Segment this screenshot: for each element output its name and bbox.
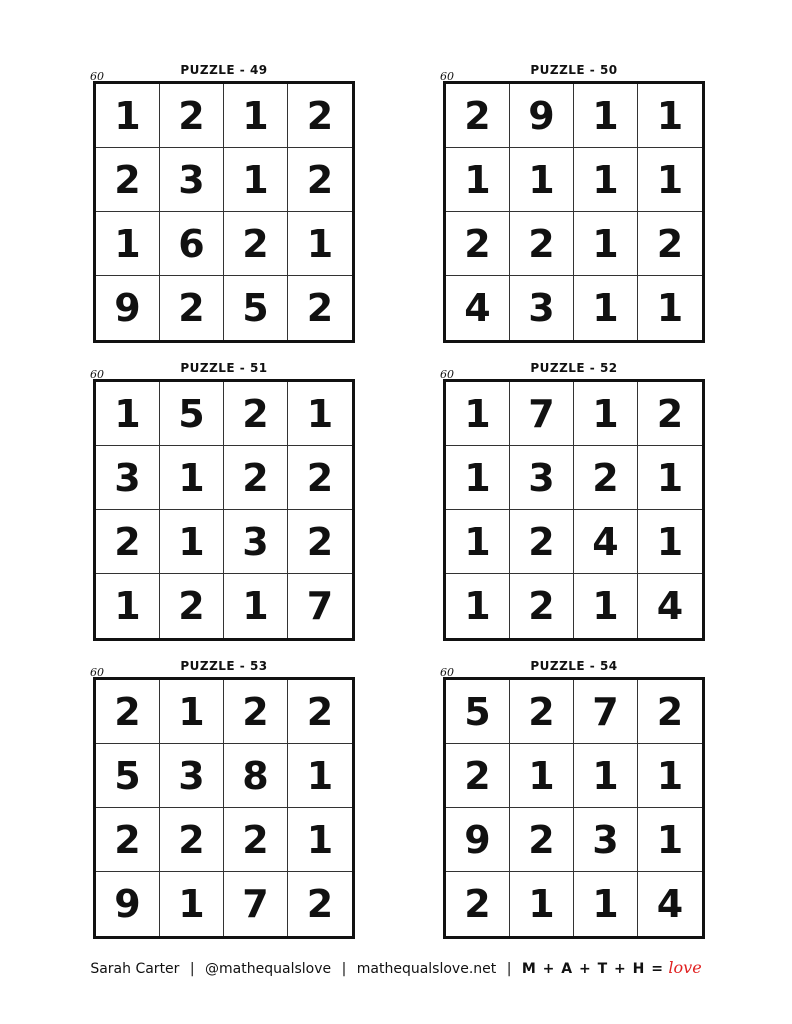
grid-cell: 1 xyxy=(510,744,574,808)
puzzle-grid xyxy=(443,81,705,343)
puzzle-grid xyxy=(93,81,355,343)
grid-cell: 2 xyxy=(96,148,160,212)
puzzle-target-number: 60 xyxy=(440,70,454,83)
footer-separator: | xyxy=(341,961,347,977)
grid-cell: 4 xyxy=(656,882,684,926)
grid-cell: 2 xyxy=(306,286,334,330)
grid-cell: 2 xyxy=(510,510,574,574)
grid-cell: 4 xyxy=(446,276,510,340)
grid-cell: 2 xyxy=(306,882,334,926)
grid-cell: 1 xyxy=(510,872,574,936)
grid-cell: 1 xyxy=(446,510,510,574)
footer-separator: | xyxy=(506,961,512,977)
grid-cell: 1 xyxy=(574,744,638,808)
grid-cell: 9 xyxy=(96,276,160,340)
grid-cell: 3 xyxy=(510,276,574,340)
grid-cell: 5 xyxy=(160,382,224,446)
footer-brand-logo: M + A + T + H = xyxy=(521,961,664,977)
grid-cell: 1 xyxy=(160,872,224,936)
grid-cell: 1 xyxy=(638,510,702,574)
grid-cell: 3 xyxy=(224,510,288,574)
grid-cell: 2 xyxy=(96,808,160,872)
grid-cell: 2 xyxy=(510,680,574,744)
grid-cell: 5 xyxy=(224,276,288,340)
grid-cell: 3 xyxy=(160,148,224,212)
grid-cell: 1 xyxy=(96,212,160,276)
grid-cell: 1 xyxy=(96,574,160,638)
puzzle-target-number: 60 xyxy=(440,666,454,679)
grid-cell: 4 xyxy=(656,584,684,628)
puzzle-title: PUZZLE - 50 xyxy=(530,63,618,77)
grid-cell: 2 xyxy=(288,148,352,212)
grid-cell: 2 xyxy=(224,212,288,276)
puzzle-53 xyxy=(90,659,355,939)
grid-cell: 2 xyxy=(288,680,352,744)
puzzle-target-number: 60 xyxy=(90,368,104,381)
grid-cell: 1 xyxy=(96,84,160,148)
grid-cell: 1 xyxy=(638,84,702,148)
grid-cell: 1 xyxy=(446,446,510,510)
puzzle-target-number: 60 xyxy=(90,666,104,679)
footer-brand-love: love xyxy=(668,958,702,977)
grid-cell: 2 xyxy=(446,212,510,276)
grid-cell: 3 xyxy=(510,446,574,510)
grid-cell: 1 xyxy=(574,276,638,340)
grid-cell: 2 xyxy=(446,872,510,936)
puzzle-grid xyxy=(93,677,355,939)
footer xyxy=(0,958,792,977)
puzzle-51 xyxy=(90,361,355,641)
puzzle-52 xyxy=(440,361,705,641)
grid-cell: 5 xyxy=(96,744,160,808)
grid-cell: 2 xyxy=(510,212,574,276)
grid-cell: 7 xyxy=(510,382,574,446)
grid-cell: 2 xyxy=(288,446,352,510)
grid-cell: 9 xyxy=(446,808,510,872)
grid-cell: 3 xyxy=(160,744,224,808)
grid-cell: 1 xyxy=(96,382,160,446)
grid-cell: 2 xyxy=(160,574,224,638)
footer-author: Sarah Carter xyxy=(90,961,180,977)
grid-cell: 1 xyxy=(574,84,638,148)
grid-cell: 1 xyxy=(224,84,288,148)
grid-cell: 1 xyxy=(638,744,702,808)
grid-cell: 1 xyxy=(288,808,352,872)
grid-cell: 1 xyxy=(446,574,510,638)
puzzle-50 xyxy=(440,63,705,343)
grid-cell: 2 xyxy=(224,808,288,872)
grid-cell: 4 xyxy=(574,510,638,574)
puzzle-54 xyxy=(440,659,705,939)
puzzle-title: PUZZLE - 52 xyxy=(530,361,618,375)
footer-website: mathequalslove.net xyxy=(356,961,497,977)
puzzle-title: PUZZLE - 54 xyxy=(530,659,618,673)
grid-cell: 1 xyxy=(288,212,352,276)
grid-cell: 1 xyxy=(224,574,288,638)
grid-cell: 1 xyxy=(160,510,224,574)
grid-cell: 1 xyxy=(574,872,638,936)
grid-cell: 1 xyxy=(574,382,638,446)
grid-cell: 1 xyxy=(160,680,224,744)
grid-cell: 1 xyxy=(288,382,352,446)
grid-cell: 2 xyxy=(288,510,352,574)
grid-cell: 2 xyxy=(510,808,574,872)
grid-cell: 1 xyxy=(288,744,352,808)
grid-cell: 1 xyxy=(574,212,638,276)
puzzle-grid xyxy=(443,677,705,939)
grid-cell: 2 xyxy=(638,680,702,744)
grid-cell: 3 xyxy=(574,808,638,872)
puzzle-grid xyxy=(443,379,705,641)
grid-cell: 2 xyxy=(446,84,510,148)
grid-cell: 5 xyxy=(446,680,510,744)
puzzle-title: PUZZLE - 49 xyxy=(180,63,268,77)
grid-cell: 9 xyxy=(96,872,160,936)
grid-cell: 2 xyxy=(160,276,224,340)
grid-cell: 1 xyxy=(160,446,224,510)
grid-cell: 8 xyxy=(224,744,288,808)
grid-cell: 1 xyxy=(638,808,702,872)
grid-cell: 3 xyxy=(96,446,160,510)
grid-cell: 2 xyxy=(638,382,702,446)
puzzle-target-number: 60 xyxy=(90,70,104,83)
grid-cell: 7 xyxy=(224,872,288,936)
puzzle-grid xyxy=(93,379,355,641)
grid-cell: 1 xyxy=(574,148,638,212)
grid-cell: 1 xyxy=(656,286,684,330)
grid-cell: 2 xyxy=(574,446,638,510)
grid-cell: 2 xyxy=(96,510,160,574)
grid-cell: 1 xyxy=(446,148,510,212)
grid-cell: 7 xyxy=(574,680,638,744)
grid-cell: 2 xyxy=(510,574,574,638)
footer-handle: @mathequalslove xyxy=(205,961,332,977)
grid-cell: 1 xyxy=(574,574,638,638)
grid-cell: 2 xyxy=(288,84,352,148)
puzzle-target-number: 60 xyxy=(440,368,454,381)
grid-cell: 2 xyxy=(224,680,288,744)
grid-cell: 1 xyxy=(638,446,702,510)
grid-cell: 2 xyxy=(224,382,288,446)
grid-cell: 2 xyxy=(446,744,510,808)
grid-cell: 9 xyxy=(510,84,574,148)
grid-cell: 6 xyxy=(160,212,224,276)
grid-cell: 1 xyxy=(224,148,288,212)
grid-cell: 2 xyxy=(160,808,224,872)
grid-cell: 2 xyxy=(224,446,288,510)
puzzle-title: PUZZLE - 51 xyxy=(180,361,268,375)
puzzle-title: PUZZLE - 53 xyxy=(180,659,268,673)
grid-cell: 2 xyxy=(638,212,702,276)
footer-separator: | xyxy=(189,961,195,977)
grid-cell: 1 xyxy=(510,148,574,212)
grid-cell: 1 xyxy=(446,382,510,446)
grid-cell: 7 xyxy=(306,584,334,628)
grid-cell: 2 xyxy=(160,84,224,148)
grid-cell: 1 xyxy=(638,148,702,212)
puzzle-49 xyxy=(90,63,355,343)
grid-cell: 2 xyxy=(96,680,160,744)
